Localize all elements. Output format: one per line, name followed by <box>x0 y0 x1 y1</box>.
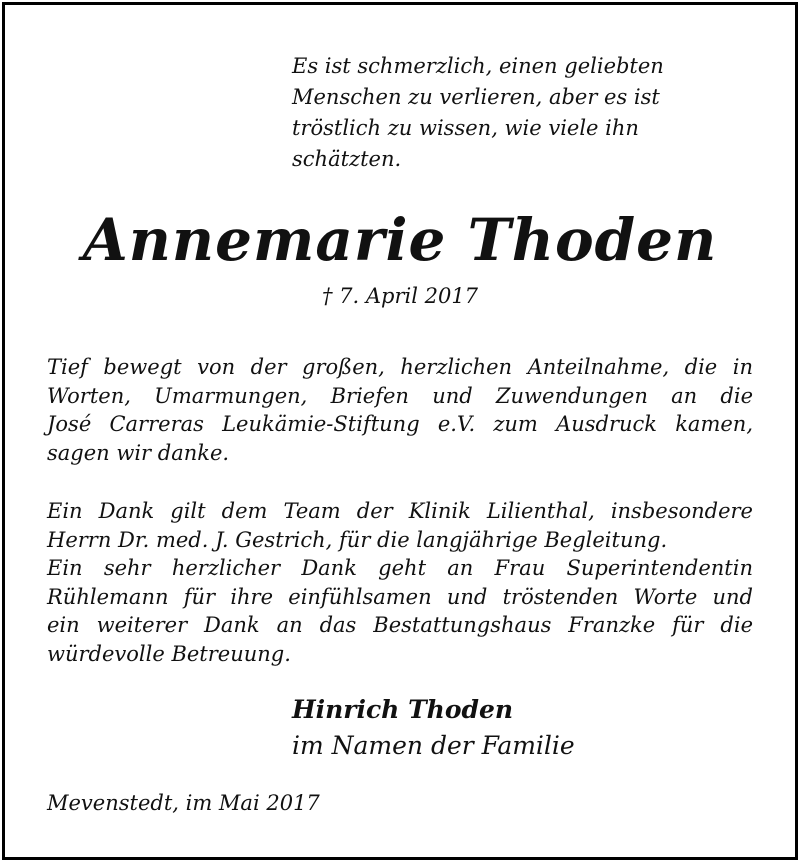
motto-line: tröstlich zu wissen, wie viele ihn <box>292 116 639 140</box>
obituary-notice <box>2 2 798 860</box>
signer-name: Hinrich Thoden <box>292 695 514 724</box>
paragraph-line: sagen wir danke. <box>47 440 230 465</box>
paragraph-line: ein weiterer Dank an das Bestattungshaus Franzke für die <box>47 613 753 638</box>
motto-quote <box>292 51 772 175</box>
death-date: † 7. April 2017 <box>321 284 479 308</box>
paragraph-line: Worten, Umarmungen, Briefen und Zuwendungen an die <box>47 383 753 408</box>
paragraph-line: Ein Dank gilt dem Team der Klinik Lilienthal, insbesondere <box>47 499 753 523</box>
paragraph-line: Tief bewegt von der großen, herzlichen Anteilnahme, die in <box>47 355 753 379</box>
acknowledgements-paragraph <box>47 497 753 669</box>
motto-line: schätzten. <box>292 147 402 171</box>
paragraph-line: würdevolle Betreuung. <box>47 641 291 666</box>
paragraph-line: Herrn Dr. med. J. Gestrich, für die langjährige Begleitung. <box>47 527 668 552</box>
motto-line: Menschen zu verlieren, aber es ist <box>292 85 660 109</box>
signer-subline: im Namen der Familie <box>292 731 575 760</box>
paragraph-line: José Carreras Leukämie-Stiftung e.V. zum Ausdruck kamen, <box>47 412 753 437</box>
paragraph-line: Rühlemann für ihre einfühlsamen und tröstenden Worte und <box>47 584 753 609</box>
paragraph-line: Ein sehr herzlicher Dank geht an Frau Superintendentin <box>47 556 753 581</box>
place-and-date: Mevenstedt, im Mai 2017 <box>47 791 320 815</box>
motto-line: Es ist schmerzlich, einen geliebten <box>292 54 664 78</box>
deceased-name: Annemarie Thoden <box>82 206 718 274</box>
thanks-paragraph <box>47 353 753 467</box>
